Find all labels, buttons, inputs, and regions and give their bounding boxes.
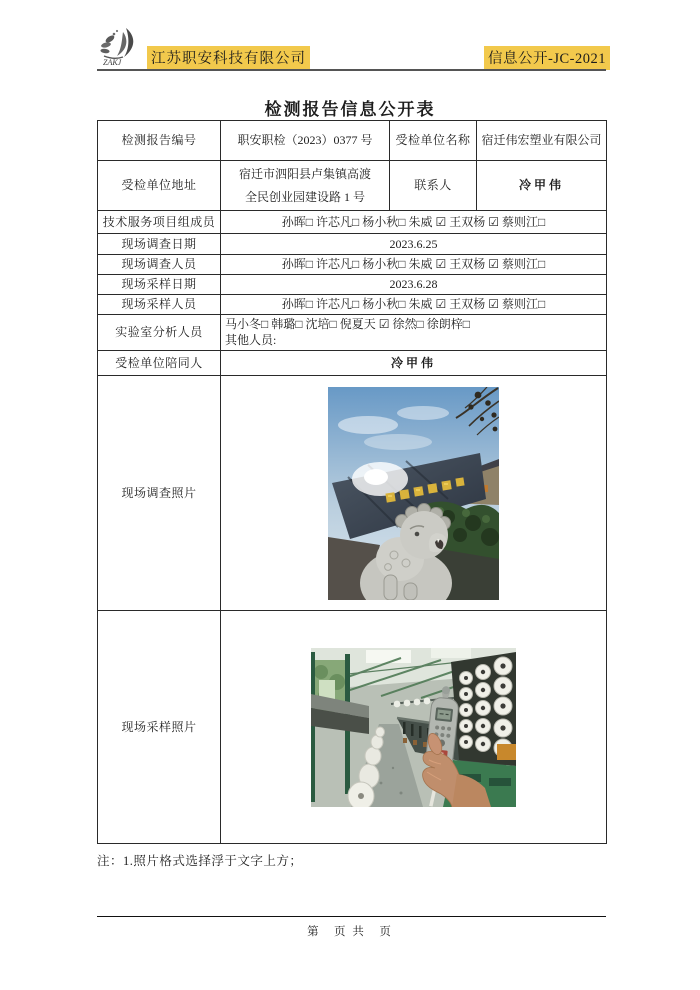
address-line2: 全民创业园建设路 1 号 bbox=[244, 189, 365, 204]
team-label: 技术服务项目组成员 bbox=[98, 211, 221, 234]
address-line1: 宿迁市泗阳县卢集镇高渡 bbox=[238, 166, 371, 181]
row-team bbox=[98, 211, 607, 234]
row-escort bbox=[98, 351, 607, 376]
lab-label: 实验室分析人员 bbox=[98, 314, 221, 351]
unit-name-value: 宿迁伟宏塑业有限公司 bbox=[477, 121, 607, 161]
team-members: 孙晖□ 许芯凡□ 杨小秋□ 朱威 ☑ 王双杨 ☑ 蔡则江□ bbox=[221, 211, 607, 234]
row-report-no bbox=[98, 121, 607, 161]
row-sampling-photo bbox=[98, 611, 607, 844]
row-survey-staff bbox=[98, 255, 607, 275]
escort-name: 冷甲伟 bbox=[221, 351, 607, 376]
page-title: 检测报告信息公开表 bbox=[264, 100, 436, 119]
row-sampling-staff bbox=[98, 294, 607, 314]
lab-others: 其他人员: bbox=[225, 333, 277, 348]
row-address bbox=[98, 161, 607, 211]
row-survey-date bbox=[98, 234, 607, 255]
survey-staff-value: 孙晖□ 许芯凡□ 杨小秋□ 朱威 ☑ 王双杨 ☑ 蔡则江□ bbox=[221, 255, 607, 275]
lab-staff-cell bbox=[221, 314, 607, 351]
logo-text: ZAKJ bbox=[103, 58, 122, 67]
sampling-date-label: 现场采样日期 bbox=[98, 274, 221, 294]
unit-name-label: 受检单位名称 bbox=[390, 121, 477, 161]
doc-code: 信息公开-JC-2021 bbox=[484, 46, 610, 70]
contact-label: 联系人 bbox=[390, 161, 477, 211]
row-survey-photo bbox=[98, 376, 607, 611]
survey-staff-label: 现场调查人员 bbox=[98, 255, 221, 275]
page-number-text: 第 页 共 页 bbox=[307, 926, 393, 938]
disclosure-form-table bbox=[97, 120, 607, 844]
company-logo bbox=[96, 26, 148, 68]
company-name: 江苏职安科技有限公司 bbox=[147, 46, 310, 70]
survey-photo bbox=[328, 387, 499, 600]
lab-staff-value: 马小冬□ 韩璐□ 沈培□ 倪夏天 ☑ 徐然□ 徐朗梓□ bbox=[225, 316, 470, 331]
escort-label: 受检单位陪同人 bbox=[98, 351, 221, 376]
row-lab-staff bbox=[98, 314, 607, 351]
survey-photo-cell bbox=[221, 376, 607, 611]
address-value bbox=[221, 161, 390, 211]
contact-name: 冷甲伟 bbox=[477, 161, 607, 211]
report-no-label: 检测报告编号 bbox=[98, 121, 221, 161]
sampling-photo-cell bbox=[221, 611, 607, 844]
report-no-value: 职安职检（2023）0377 号 bbox=[221, 121, 390, 161]
survey-date-label: 现场调查日期 bbox=[98, 234, 221, 255]
header-rule bbox=[97, 69, 606, 71]
sampling-photo bbox=[311, 648, 516, 807]
logo-icon bbox=[96, 26, 148, 68]
address-label: 受检单位地址 bbox=[98, 161, 221, 211]
footer-rule bbox=[97, 916, 606, 917]
sampling-date-value: 2023.6.28 bbox=[221, 274, 607, 294]
survey-photo-label: 现场调查照片 bbox=[98, 376, 221, 611]
sampling-staff-label: 现场采样人员 bbox=[98, 294, 221, 314]
photo-format-note: 注：1.照片格式选择浮于文字上方； bbox=[97, 854, 303, 868]
row-sampling-date bbox=[98, 274, 607, 294]
sampling-staff-value: 孙晖□ 许芯凡□ 杨小秋□ 朱威 ☑ 王双杨 ☑ 蔡则江□ bbox=[221, 294, 607, 314]
survey-date-value: 2023.6.25 bbox=[221, 234, 607, 255]
sampling-photo-label: 现场采样照片 bbox=[98, 611, 221, 844]
